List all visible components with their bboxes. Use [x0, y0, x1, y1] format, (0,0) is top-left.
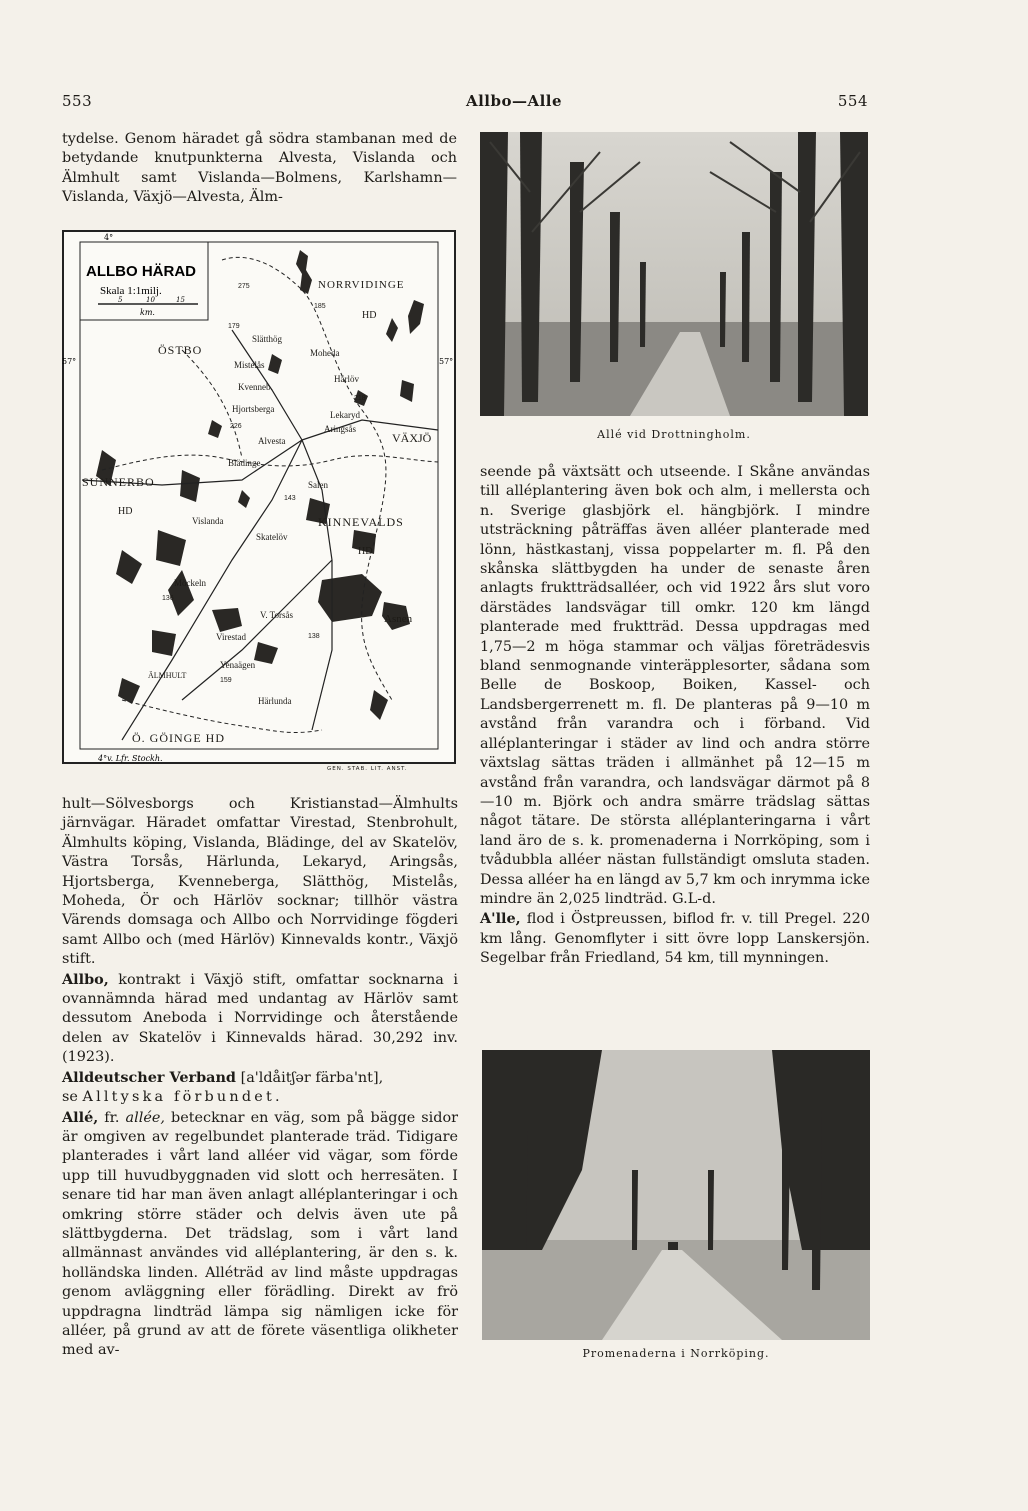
left-column-top — [62, 130, 457, 208]
map-credit: GEN. STAB. LIT. ANST. — [327, 766, 408, 772]
map-label: Vislanda — [192, 516, 224, 526]
map-label: HD — [362, 310, 377, 321]
map-label: Kvenneb. — [238, 382, 273, 392]
left-column-bottom — [62, 795, 458, 1361]
map-label: KINNEVALDS — [318, 515, 404, 529]
map-label: V. Torsås — [260, 610, 294, 620]
cross-reference: Alltyska förbundet. — [82, 1089, 283, 1106]
entry-body: betecknar en väg, som på bägge sidor är omgiven av regelbundet planterade träd. Tidigare planterades i vårt land alléer vid vägar, som förde upp till huvudbyggnaden vid slott och herresäten. I senare tid har man även anlagt alléplanteringar i och omkring större städer och delvis även ute på slättbygderna. Det trädslag, som i vårt land allmännast användes vid alléplantering, är den s. k. holländska linden. Alléträd av lind måste uppdragas genom avläggning eller förädling. Direkt av frö uppdragna lindträd lämpa sig nämligen icke för alléer, på grund av att de förete väsentliga olikheter med av- — [62, 1109, 458, 1359]
entry-alldeutscher-verband — [62, 1068, 458, 1108]
elevation-number: 179 — [228, 323, 240, 330]
author-signature: G.L-d. — [667, 890, 716, 907]
photo-caption: Promenaderna i Norrköping. — [582, 1347, 770, 1360]
map-label: Härlöv — [334, 374, 359, 384]
map-label: HD — [118, 506, 133, 517]
entry-headword: Alldeutscher Verband — [62, 1068, 236, 1086]
elevation-number: 136 — [162, 595, 174, 602]
elevation-number: 275 — [238, 283, 250, 290]
map-label: Alvesta — [258, 436, 286, 446]
entry-alle-river — [480, 909, 870, 968]
map-label: Lekaryd — [330, 410, 360, 420]
degree-left: 57° — [62, 357, 77, 366]
elevation-number: 138 — [308, 633, 320, 640]
map-label: Salen — [308, 480, 328, 490]
photo-graphic — [480, 132, 868, 416]
photo-caption: Allé vid Drottningholm. — [597, 428, 751, 441]
entry-alle — [62, 1108, 458, 1361]
entry-pronunciation: [a'ldåitʃər färba'nt], — [236, 1069, 384, 1086]
paragraph-allbo-harad-cont: hult—Sölvesborgs och Kristianstad—Älmhults järnvägar. Häradet omfattar Virestad, Stenbrohult, Älmhults köping, Vislanda, Blädinge, del av Skatelöv, Västra Torsås, Härlunda, Lekaryd, Aringsås, Hjortsberga, Kvenneberga, Slätthög, Mistelås, Moheda, Ör och Härlöv socknar; tillhör västra Värends domsaga och Allbo och Norrvidinge fögderi samt Allbo och (med Härlöv) Kinnevalds kontr., Växjö stift. — [62, 796, 458, 968]
degree-bottom: 4°v. Lfr. Stockh. — [98, 754, 163, 763]
map-label: Skatelöv — [256, 532, 288, 542]
scale-tick: 5 — [118, 296, 123, 304]
map-label: Hjortsberga — [232, 404, 275, 414]
elevation-number: 159 — [220, 677, 232, 684]
paragraph-text: seende på växtsätt och utseende. I Skåne användas till alléplantering även bok och alm, i mellersta och n. Sverige glasbjörk el. hängbjörk. I mindre utsträckning påträffas även alléer planterade med lönn, hästkastanj, vissa poppelarter m. fl. På den skånska slättbygden ha under de senaste åren anlagts fruktträdsalléer, och vid 1922 års slut voro därstädes landsvägar till omkr. 120 km längd planterade med fruktträd. Dessa uppdragas med 1,75—2 m höga stammar och väljas företrädesvis bland senmognande vinteräpplesorter, sådana som Belle de Boskoop, Boiken, Kassel- och Landsbergerrenett m. fl. De planteras på 9—10 m avstånd från varandra och i förband. Vid alléplanteringar i städer av lind och andra större växtslag sättas träden i allmänhet på 12—15 m avstånd från varandra, och landsvägar därmot på 8—10 m. Björk och andra smärre trädslag sättas något tätare. De största alléplanteringarna i vårt land äro de s. k. promenaderna i Norrköping, som i tvådubbla alléer nästan fullständigt omsluta staden. Dessa alléer ha en längd av 5,7 km och inrymma icke mindre än 2,025 lindträd. — [480, 464, 870, 907]
entry-headword: Allé, — [62, 1108, 99, 1126]
map-label: Ö. GÖINGE HD — [132, 731, 225, 745]
map-label: Möckeln — [174, 578, 206, 588]
map-label: VÄXJÖ — [392, 431, 432, 445]
map-label: ÄLMHULT — [148, 671, 187, 680]
elevation-number: 218 — [354, 395, 366, 402]
scale-unit: km. — [140, 308, 155, 317]
elevation-number: 143 — [284, 495, 296, 502]
map-label: Aringsås — [324, 424, 356, 434]
photo-graphic — [482, 1050, 870, 1340]
map-label: Moheda — [310, 348, 340, 358]
map-graphic — [62, 230, 456, 764]
map-label: Härlunda — [258, 696, 292, 706]
photo-norrkoping-promenade — [482, 1050, 870, 1340]
scale-tick: 10 — [146, 296, 155, 304]
right-column — [480, 463, 870, 969]
entry-see: se — [62, 1089, 83, 1106]
map-label: NORRVIDINGE — [318, 279, 405, 291]
entry-headword: Allbo, — [62, 970, 109, 988]
map-scale: Skala 1:1milj. — [100, 285, 162, 297]
entry-allbo-kontrakt — [62, 970, 458, 1068]
map-title: ALLBO HÄRAD — [86, 263, 196, 280]
map-label: Yenaägen — [220, 660, 256, 670]
map-label: Blädinge — [228, 458, 261, 468]
degree-top: 4° — [104, 233, 114, 242]
degree-right: 57° — [439, 357, 454, 366]
map-label: Slätthög — [252, 334, 283, 344]
map-label: Virestad — [216, 632, 246, 642]
paragraph-alle-cont — [480, 463, 870, 909]
running-title: Allbo—Alle — [465, 92, 563, 110]
allbo-harad-map — [62, 230, 456, 764]
map-label: Asnen — [384, 613, 413, 625]
elevation-number: 185 — [314, 303, 326, 310]
elevation-number: 226 — [230, 423, 242, 430]
map-label: Mistelås — [234, 360, 265, 370]
photo-drottningholm-avenue — [480, 132, 868, 416]
map-label: ÖSTBO — [158, 343, 203, 357]
scale-tick: 15 — [176, 296, 185, 304]
page-number-left: 553 — [62, 92, 93, 110]
entry-lang: fr. — [98, 1109, 126, 1126]
page-number-right: 554 — [837, 92, 868, 110]
entry-etymon: allée, — [125, 1109, 165, 1126]
entry-body: kontrakt i Växjö stift, omfattar socknarna i ovannämnda härad med undantag av Härlöv samt dessutom Aneboda i Norrvidinge och återstående delen av Skatelöv i Kinnevalds härad. 30,292 inv. (1923). — [62, 971, 458, 1066]
paragraph-allbo-intro-end: tydelse. Genom häradet gå södra stambanan med de betydande knutpunkterna Alvesta, Vislanda och Älmhult samt Vislanda—Bolmens, Karlshamn—Vislanda, Växjö—Alvesta, Älm- — [62, 131, 457, 206]
entry-body: flod i Östpreussen, biflod fr. v. till Pregel. 220 km lång. Genomflyter i sitt övre lopp Lanskersjön. Segelbar från Friedland, 54 km, till mynningen. — [480, 911, 870, 967]
map-label: SUNNERBO — [82, 475, 155, 489]
entry-headword: A'lle, — [480, 910, 521, 928]
map-label: HD — [358, 546, 373, 557]
